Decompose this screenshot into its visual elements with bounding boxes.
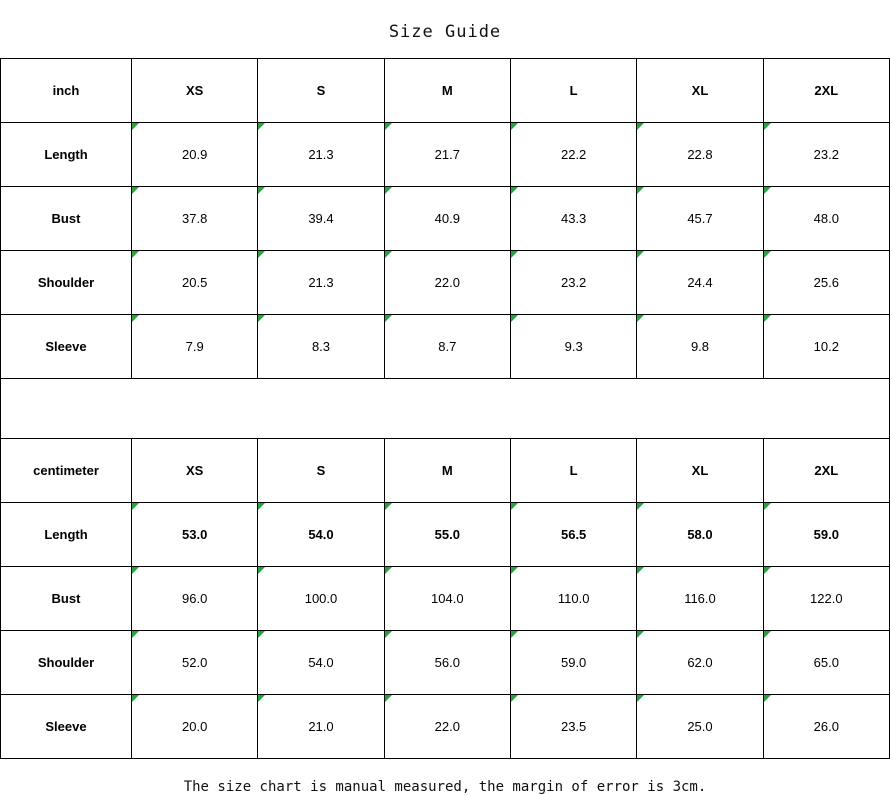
row-label-cell: Shoulder — [1, 631, 132, 695]
column-header-cell: L — [510, 439, 636, 503]
column-header-cell: M — [384, 59, 510, 123]
measurement-cell: 122.0 — [763, 567, 889, 631]
table-header-row — [1, 439, 890, 503]
measurement-cell: 110.0 — [510, 567, 636, 631]
size-table-inch-body — [1, 59, 890, 379]
size-table-centimeter-body — [1, 439, 890, 759]
measurement-cell: 22.0 — [384, 695, 510, 759]
measurement-cell: 43.3 — [510, 187, 636, 251]
row-label-cell: Sleeve — [1, 695, 132, 759]
row-label-cell: Length — [1, 123, 132, 187]
measurement-cell: 52.0 — [132, 631, 258, 695]
column-header-cell: 2XL — [763, 439, 889, 503]
table-header-row — [1, 59, 890, 123]
measurement-cell: 100.0 — [258, 567, 384, 631]
column-header-cell: XL — [637, 439, 763, 503]
column-header-cell: S — [258, 439, 384, 503]
table-row — [1, 251, 890, 315]
measurement-cell: 54.0 — [258, 503, 384, 567]
measurement-note: The size chart is manual measured, the margin of error is 3cm. — [183, 779, 707, 795]
measurement-cell: 20.5 — [132, 251, 258, 315]
table-separator — [0, 379, 890, 438]
table-row — [1, 187, 890, 251]
column-header-cell: XS — [132, 439, 258, 503]
size-table-inch — [0, 58, 890, 379]
table-row — [1, 567, 890, 631]
measurement-cell: 56.0 — [384, 631, 510, 695]
table-row — [1, 123, 890, 187]
measurement-cell: 96.0 — [132, 567, 258, 631]
table-row — [1, 315, 890, 379]
row-label-cell: Bust — [1, 567, 132, 631]
measurement-cell: 21.0 — [258, 695, 384, 759]
measurement-cell: 8.3 — [258, 315, 384, 379]
measurement-cell: 54.0 — [258, 631, 384, 695]
measurement-cell: 9.3 — [510, 315, 636, 379]
measurement-cell: 59.0 — [763, 503, 889, 567]
measurement-cell: 62.0 — [637, 631, 763, 695]
column-header-cell: M — [384, 439, 510, 503]
measurement-cell: 20.0 — [132, 695, 258, 759]
measurement-cell: 21.3 — [258, 123, 384, 187]
measurement-cell: 26.0 — [763, 695, 889, 759]
measurement-cell: 55.0 — [384, 503, 510, 567]
measurement-cell: 23.2 — [763, 123, 889, 187]
measurement-cell: 56.5 — [510, 503, 636, 567]
column-header-cell: S — [258, 59, 384, 123]
column-header-cell: L — [510, 59, 636, 123]
row-label-cell: Length — [1, 503, 132, 567]
measurement-cell: 21.7 — [384, 123, 510, 187]
measurement-cell: 23.2 — [510, 251, 636, 315]
row-label-cell: Bust — [1, 187, 132, 251]
table-row — [1, 503, 890, 567]
measurement-cell: 9.8 — [637, 315, 763, 379]
measurement-cell: 7.9 — [132, 315, 258, 379]
measurement-cell: 8.7 — [384, 315, 510, 379]
measurement-cell: 58.0 — [637, 503, 763, 567]
measurement-cell: 104.0 — [384, 567, 510, 631]
row-label-cell: Sleeve — [1, 315, 132, 379]
column-header-cell: XL — [637, 59, 763, 123]
page-title: Size Guide — [388, 22, 502, 42]
column-header-cell: 2XL — [763, 59, 889, 123]
measurement-cell: 24.4 — [637, 251, 763, 315]
measurement-cell: 59.0 — [510, 631, 636, 695]
measurement-cell: 25.0 — [637, 695, 763, 759]
measurement-cell: 20.9 — [132, 123, 258, 187]
size-table-centimeter — [0, 438, 890, 759]
measurement-cell: 53.0 — [132, 503, 258, 567]
measurement-cell: 22.0 — [384, 251, 510, 315]
measurement-cell: 22.8 — [637, 123, 763, 187]
measurement-cell: 37.8 — [132, 187, 258, 251]
measurement-cell: 10.2 — [763, 315, 889, 379]
measurement-cell: 40.9 — [384, 187, 510, 251]
table-row — [1, 631, 890, 695]
unit-label-cell: inch — [1, 59, 132, 123]
measurement-cell: 45.7 — [637, 187, 763, 251]
measurement-cell: 65.0 — [763, 631, 889, 695]
measurement-cell: 48.0 — [763, 187, 889, 251]
measurement-cell: 21.3 — [258, 251, 384, 315]
unit-label-cell: centimeter — [1, 439, 132, 503]
measurement-cell: 22.2 — [510, 123, 636, 187]
column-header-cell: XS — [132, 59, 258, 123]
table-row — [1, 695, 890, 759]
measurement-cell: 25.6 — [763, 251, 889, 315]
measurement-cell: 116.0 — [637, 567, 763, 631]
row-label-cell: Shoulder — [1, 251, 132, 315]
measurement-cell: 23.5 — [510, 695, 636, 759]
measurement-cell: 39.4 — [258, 187, 384, 251]
